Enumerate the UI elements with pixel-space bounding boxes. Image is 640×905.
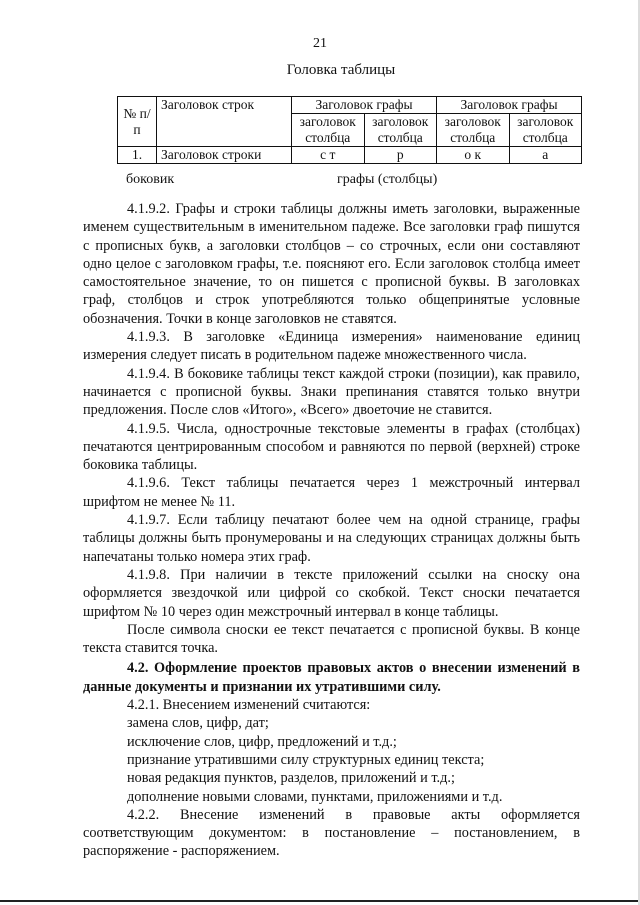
paragraph: 4.2.2. Внесение изменений в правовые акты оформляется соответствующим документом: в постановление – постановлением, в распоряжение - распоряжением. [83,806,580,860]
list-item: дополнение новыми словами, пунктами, приложениями и т.д. [127,788,503,805]
scan-bottom-edge [0,900,640,902]
table-row [118,147,582,164]
section-heading: 4.2. Оформление проектов правовых актов о внесении изменений в данные документы и признании их утратившими силу. [83,660,580,695]
cell-2: р [364,147,437,164]
paragraph: 4.1.9.6. Текст таблицы печатается через 1 межстрочный интервал шрифтом не менее № 11. [83,475,580,510]
row-num: 1. [118,147,157,164]
list-item: исключение слов, цифр, предложений и т.д.; [127,733,397,750]
cell-1: с т [292,147,365,164]
label-side: боковик [126,172,175,187]
list-item: замена слов, цифр, дат; [127,715,269,732]
subheader-3: заголовок столбца [437,114,510,147]
paragraph: 4.1.9.7. Если таблицу печатают более чем на одной странице, графы таблицы должны быть пронумерованы и на следующих страницах должны быть напечатаны только номера этих граф. [83,512,580,565]
header-row-titles: Заголовок строк [157,97,292,147]
cell-4: а [509,147,582,164]
header-num: № п/п [118,97,157,147]
body-text [83,200,580,861]
header-group-1: Заголовок графы [292,97,437,114]
row-label: Заголовок строки [157,147,292,164]
page-number: 21 [313,36,327,51]
list-item: признание утратившими силу структурных единиц текста; [127,751,485,768]
table-caption: Головка таблицы [286,62,396,78]
paragraph: 4.1.9.3. В заголовке «Единица измерения» наименование единиц измерения следует писать в родительном падеже множественного числа. [83,329,580,364]
subheader-1: заголовок столбца [292,114,365,147]
paragraph: 4.1.9.4. В боковике таблицы текст каждой строки (позиции), как правило, начинается с прописной буквы. Знаки препинания ставятся только внутри предложения. После слов «Итого», «Всего» двоеточие не ставится. [83,365,580,419]
subheader-4: заголовок столбца [509,114,582,147]
header-group-2: Заголовок графы [437,97,582,114]
paragraph: 4.1.9.5. Числа, однострочные текстовые элементы в графах (столбцах) печатаются центрированным способом и равняются по первой (верхней) строке боковика таблицы. [83,420,580,474]
paragraph: 4.2.1. Внесением изменений считаются: [127,697,371,714]
cell-3: о к [437,147,510,164]
list-item: новая редакция пунктов, разделов, приложений и т.д.; [127,770,455,787]
label-columns: графы (столбцы) [337,172,438,187]
paragraph: 4.1.9.2. Графы и строки таблицы должны иметь заголовки, выраженные именем существительным в именительном падеже. Все заголовки граф пишутся с прописных букв, а заголовки столбцов – со строчных, если они составляют одно целое с заголовком графы, т.е. поясняют его. Если заголовок столбца имеет самостоятельное значение, то он пишется с прописной буквы. В заголовках граф, столбцов и строк употребляются только общепринятые условные обозначения. Точки в конце заголовков не ставятся. [83,201,580,327]
paragraph: 4.1.9.8. При наличии в тексте приложений ссылки на сноску она оформляется звездочкой или цифрой со скобкой. Текст сноски печатается шрифтом № 10 через один межстрочный интервал в конце таблицы. [83,566,580,620]
subheader-2: заголовок столбца [364,114,437,147]
paragraph: После символа сноски ее текст печатается с прописной буквы. В конце текста ставится точка. [83,621,580,657]
sample-table [117,96,582,164]
